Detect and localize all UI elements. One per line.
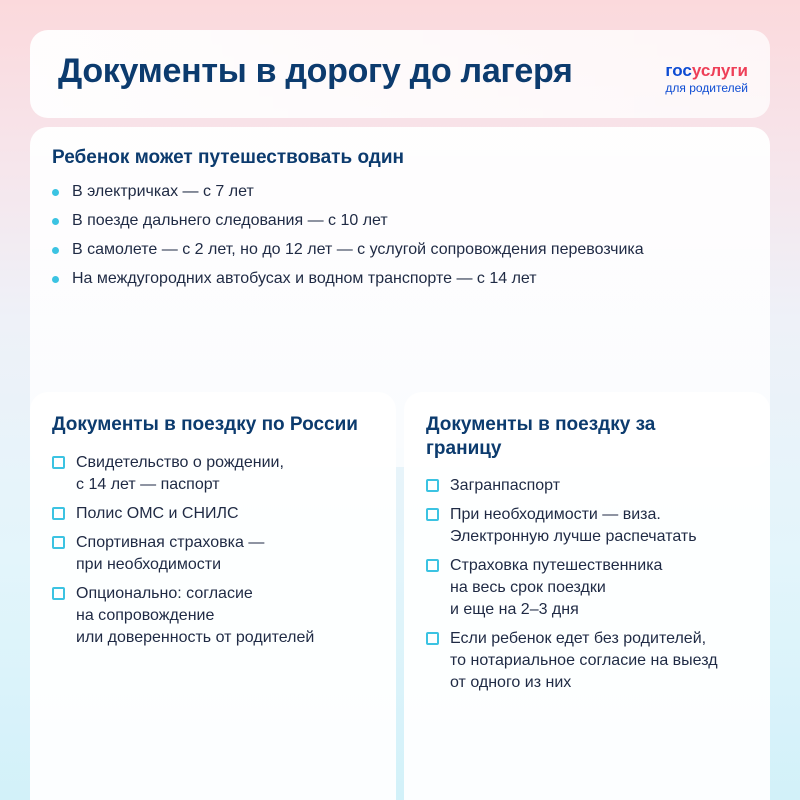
list-item-text: В поезде дальнего следования — с 10 лет: [72, 212, 388, 229]
logo-wordmark: [665, 62, 748, 80]
checklist-item: [426, 504, 718, 548]
list-item-text: В самолете — с 2 лет, но до 12 лет — с услугой сопровождения перевозчика: [72, 241, 644, 258]
checkbox-icon: [52, 507, 65, 520]
checklist-item-text: Полис ОМС и СНИЛС: [76, 505, 239, 522]
bullet-dot-icon: [52, 276, 59, 283]
page-title: Документы в дорогу до лагеря: [58, 52, 573, 90]
gosuslugi-logo: [665, 62, 748, 95]
abroad-documents-card: [404, 392, 770, 800]
checklist-item-text: Опционально: согласие на сопровождение или доверенность от родителей: [76, 585, 315, 646]
checklist-item: [426, 628, 718, 694]
checkbox-icon: [426, 559, 439, 572]
russia-documents-list: [52, 452, 314, 656]
checklist-item: [52, 503, 314, 525]
checklist-item-text: Если ребенок едет без родителей, то нотариальное согласие на выезд от одного из них: [450, 630, 718, 691]
russia-documents-card: [30, 392, 396, 800]
logo-part-1: гос: [665, 61, 692, 80]
travel-alone-heading: Ребенок может путешествовать один: [52, 147, 405, 168]
list-item-text: На междугородних автобусах и водном транспорте — с 14 лет: [72, 270, 537, 287]
russia-documents-heading: Документы в поездку по России: [52, 414, 358, 435]
checklist-item: [52, 532, 314, 576]
travel-alone-list: [52, 182, 644, 298]
abroad-documents-list: [426, 475, 718, 701]
list-item: [52, 211, 644, 231]
logo-subtitle: для родителей: [665, 81, 748, 95]
checklist-item: [426, 555, 718, 621]
list-item: [52, 269, 644, 289]
logo-part-2: услуги: [691, 61, 748, 80]
checklist-item: [52, 452, 314, 496]
checkbox-icon: [426, 632, 439, 645]
checkbox-icon: [52, 536, 65, 549]
checklist-item-text: Спортивная страховка — при необходимости: [76, 534, 265, 573]
checkbox-icon: [426, 508, 439, 521]
bullet-dot-icon: [52, 247, 59, 254]
abroad-documents-heading: Документы в поездку за границу: [426, 414, 656, 459]
list-item: [52, 182, 644, 202]
checklist-item-text: Свидетельство о рождении, с 14 лет — паспорт: [76, 454, 284, 493]
checkbox-icon: [52, 587, 65, 600]
checklist-item: [52, 583, 314, 649]
checklist-item-text: Страховка путешественника на весь срок поездки и еще на 2–3 дня: [450, 557, 663, 618]
bullet-dot-icon: [52, 218, 59, 225]
checkbox-icon: [52, 456, 65, 469]
checkbox-icon: [426, 479, 439, 492]
checklist-item: [426, 475, 718, 497]
list-item: [52, 240, 644, 260]
checklist-item-text: Загранпаспорт: [450, 477, 561, 494]
bullet-dot-icon: [52, 189, 59, 196]
list-item-text: В электричках — с 7 лет: [72, 183, 254, 200]
header-card: [30, 30, 770, 118]
checklist-item-text: При необходимости — виза. Электронную лучше распечатать: [450, 506, 697, 545]
